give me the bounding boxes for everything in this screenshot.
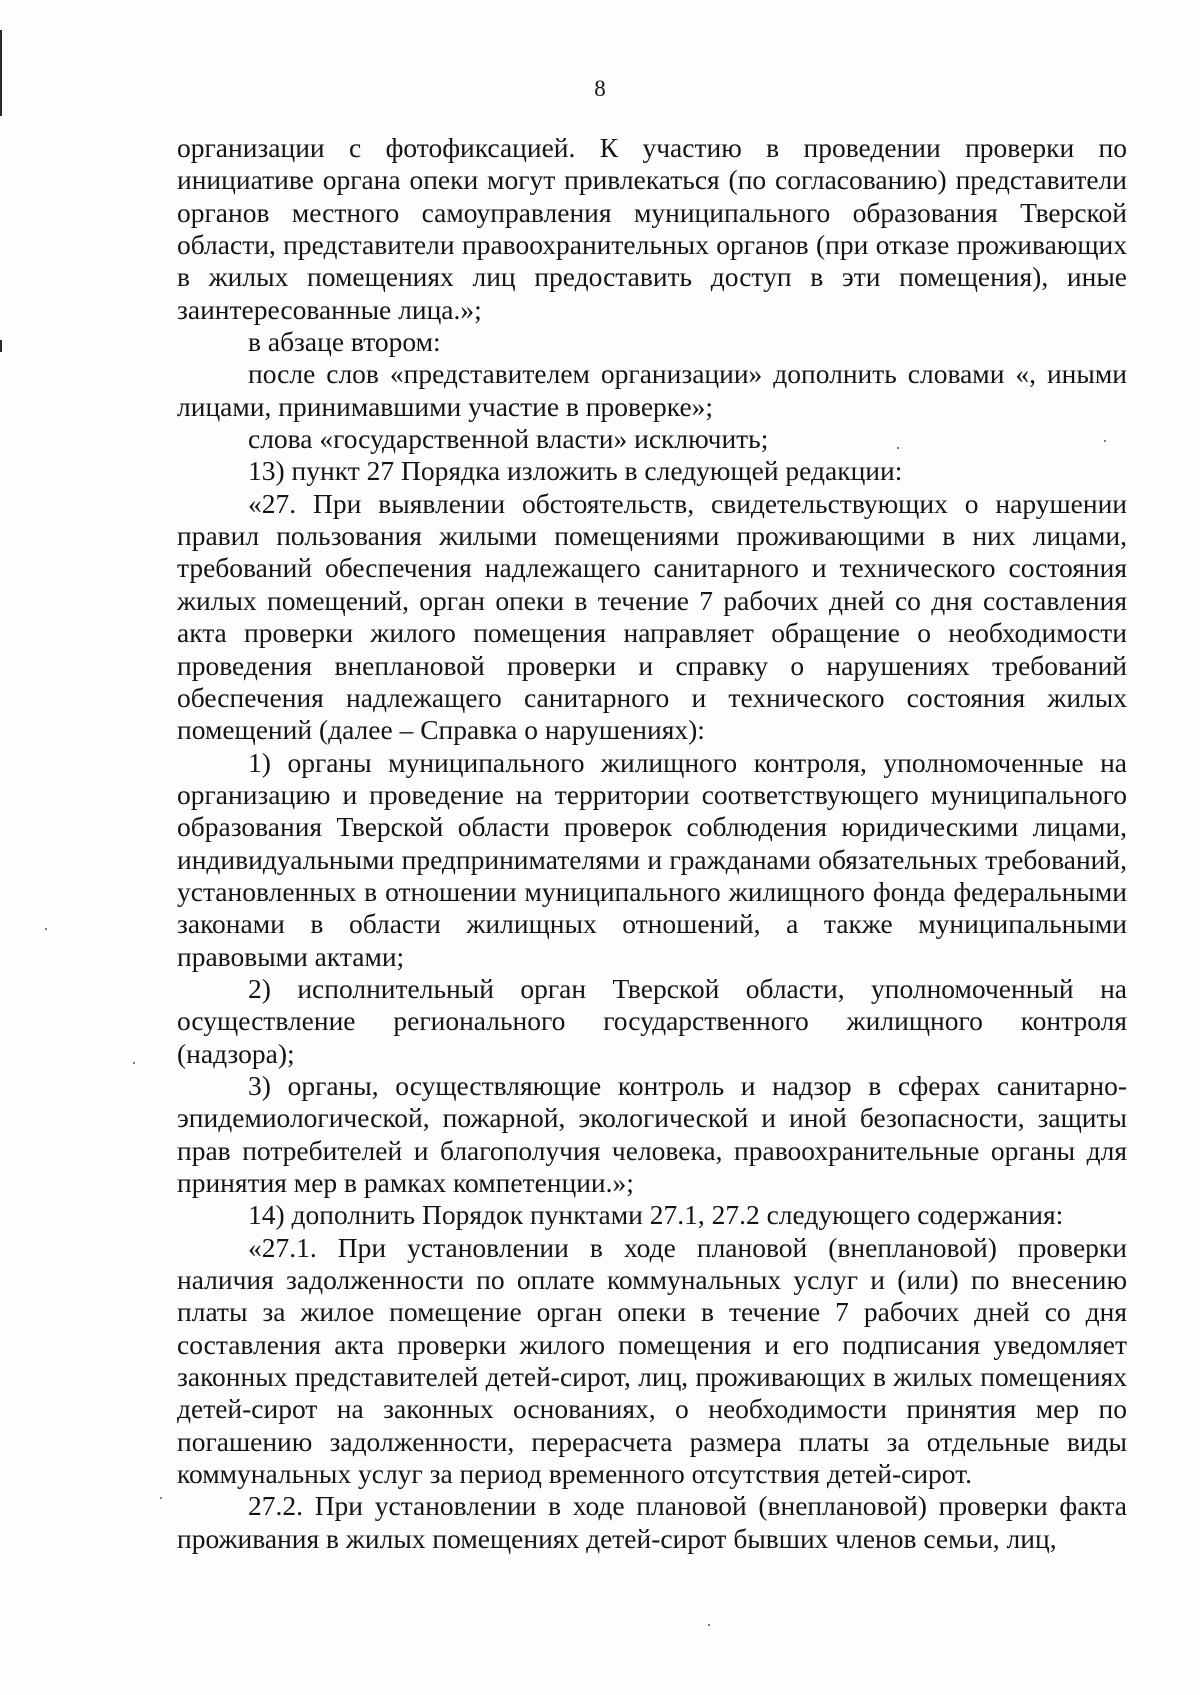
paragraph: организации с фотофиксацией. К участию в проведении проверки по инициативе органа опеки могут привлекаться (по согласованию) представители органов местного самоуправления муниципального образования Тверской области, представители правоохранительных органов (при отказе проживающих в жилых помещениях лиц предоставить доступ в эти помещения), иные заинтересованные лица.»; [177, 132, 1127, 325]
page-number: 8 [594, 76, 606, 101]
paragraph: «27.1. При установлении в ходе плановой (внеплановой) проверки наличия задолженности по оплате коммунальных услуг и (или) по внесению платы за жилое помещение орган опеки в течение 7 рабочих дней со дня составления акта проверки жилого помещения и его подписания уведомляет законных представителей детей-сирот, лиц, проживающих в жилых помещениях детей-сирот на законных основаниях, о необходимости принятия мер по погашению задолженности, перерасчета размера платы за отдельные виды коммунальных услуг за период временного отсутствия детей-сирот. [177, 1231, 1127, 1490]
paragraph: 27.2. При установлении в ходе плановой (внеплановой) проверки факта проживания в жилых помещениях детей-сирот бывших членов семьи, лиц, [177, 1490, 1127, 1554]
scan-edge-mark [0, 340, 2, 352]
list-item-paragraph: 2) исполнительный орган Тверской области, уполномоченный на осуществление регионального государственного жилищного контроля (надзора); [177, 972, 1127, 1069]
scan-speck [45, 928, 47, 930]
list-item-paragraph: 3) органы, осуществляющие контроль и надзор в сферах санитарно-эпидемиологической, пожарной, экологической и иной безопасности, защиты прав потребителей и благополучия человека, правоохранительные органы для принятия мер в рамках компетенции.»; [177, 1069, 1127, 1198]
paragraph: 13) пункт 27 Порядка изложить в следующей редакции: [248, 455, 903, 487]
scan-speck [708, 1624, 710, 1626]
scan-speck [133, 1062, 135, 1064]
scan-speck [160, 1497, 162, 1499]
paragraph: «27. При выявлении обстоятельств, свидетельствующих о нарушении правил пользования жилыми помещениями проживающими в них лицами, требований обеспечения надлежащего санитарного и технического состояния жилых помещений, орган опеки в течение 7 рабочих дней со дня составления акта проверки жилого помещения направляет обращение о необходимости проведения внеплановой проверки и справку о нарушениях требований обеспечения надлежащего санитарного и технического состояния жилых помещений (далее – Справка о нарушениях): [177, 487, 1127, 746]
paragraph: после слов «представителем организации» дополнить словами «, иными лицами, принимавшими участие в проверке»; [177, 358, 1127, 422]
document-body [177, 132, 1127, 1555]
paragraph: 14) дополнить Порядок пунктами 27.1, 27.2 следующего содержания: [248, 1199, 1064, 1231]
paragraph: в абзаце втором: [248, 326, 441, 358]
paragraph: слова «государственной власти» исключить; [248, 423, 769, 455]
list-item-paragraph: 1) органы муниципального жилищного контроля, уполномоченные на организацию и проведение на территории соответствующего муниципального образования Тверской области проверок соблюдения юридическими лицами, индивидуальными предпринимателями и гражданами обязательных требований, установленных в отношении муниципального жилищного фонда федеральными законами в области жилищных отношений, а также муниципальными правовыми актами; [177, 746, 1127, 972]
